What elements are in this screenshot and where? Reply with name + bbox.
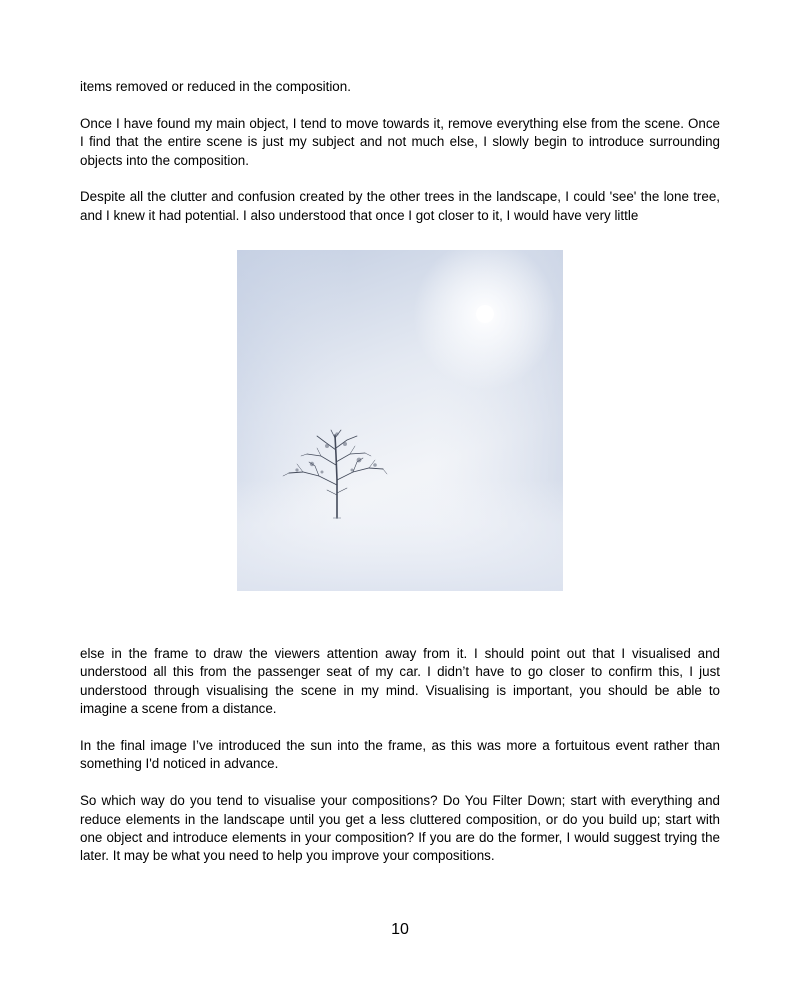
paragraph: Despite all the clutter and confusion created by the other trees in the landscape, I could 'see' the lone tree, and I knew it had potential. I also understood that once I got closer to it, I would have very little bbox=[80, 189, 720, 223]
paragraph: items removed or reduced in the composition. bbox=[80, 79, 351, 94]
paragraph: else in the frame to draw the viewers attention away from it. I should point out that I visualised and understood all this from the passenger seat of my car. I didn’t have to go closer to confirm this, I just understood through visualising the scene in my mind. Visualising is important, you should be able to imagine a scene from a distance. bbox=[80, 646, 720, 717]
body-text-bottom bbox=[80, 645, 720, 866]
body-text-top bbox=[80, 78, 720, 225]
page-number: 10 bbox=[391, 921, 409, 938]
paragraph: So which way do you tend to visualise your compositions? Do You Filter Down; start with everything and reduce elements in the landscape until you get a less cluttered composition, or do you build up; start with one object and introduce elements in your composition? If you are do the former, I would suggest trying the later. It may be what you need to help you improve your compositions. bbox=[80, 793, 720, 864]
lone-tree-photo bbox=[237, 250, 563, 591]
paragraph: Once I have found my main object, I tend to move towards it, remove everything else from the scene. Once I find that the entire scene is just my subject and not much else, I slowly begin to introduce surrounding objects into the composition. bbox=[80, 115, 720, 168]
snow-ground bbox=[237, 480, 563, 591]
paragraph: In the final image I’ve introduced the sun into the frame, as this was more a fortuitous event rather than something I'd noticed in advance. bbox=[80, 738, 720, 772]
